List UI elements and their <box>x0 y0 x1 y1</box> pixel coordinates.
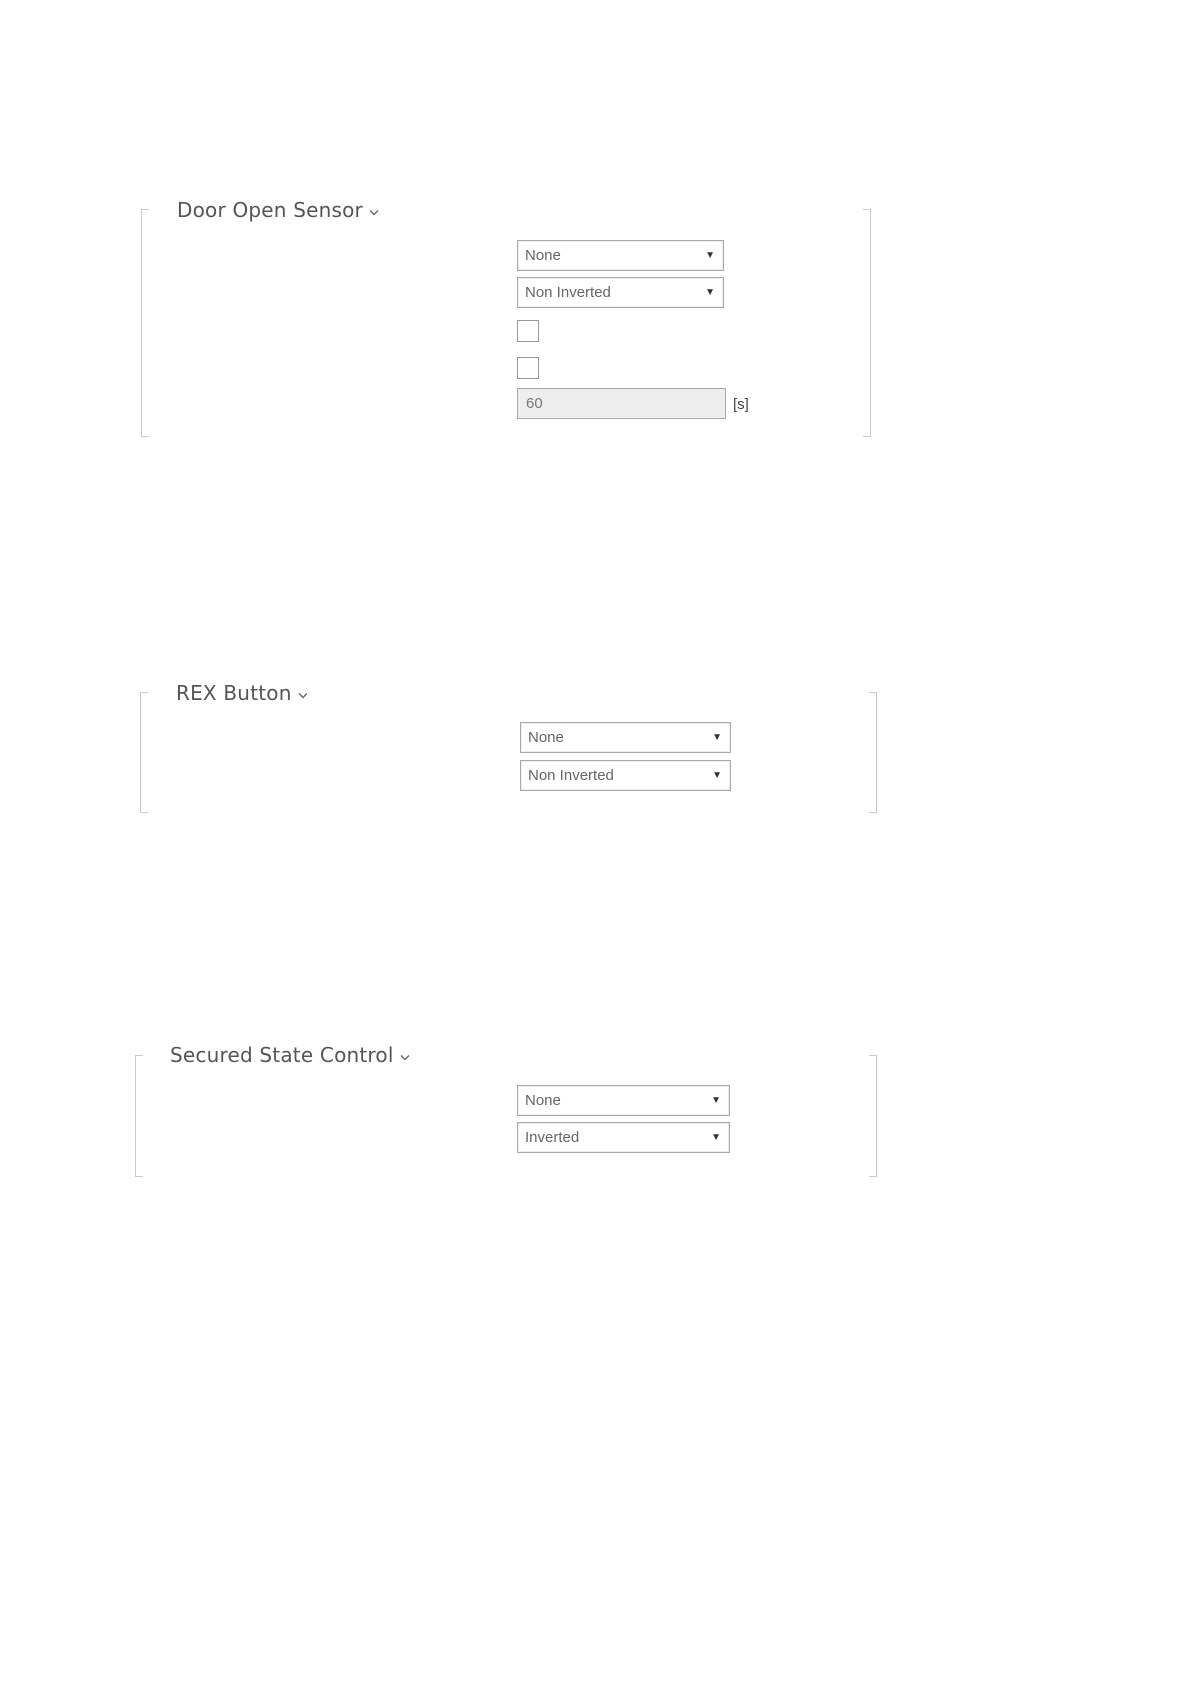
max-door-open-time-value: 60 <box>526 395 543 412</box>
chevron-down-icon <box>298 680 308 704</box>
input-mode-select[interactable] <box>517 277 724 308</box>
assigned-input-select[interactable] <box>520 722 731 753</box>
section-title-text: Door Open Sensor <box>177 198 363 222</box>
section-bracket-left <box>140 692 148 813</box>
section-bracket-left <box>135 1055 143 1177</box>
input-mode-value: Non Inverted <box>525 284 611 301</box>
door-open-sensor-title[interactable] <box>177 198 379 224</box>
door-open-too-long-checkbox[interactable] <box>517 357 539 379</box>
section-bracket-right <box>869 692 877 813</box>
assigned-input-select[interactable] <box>517 240 724 271</box>
section-bracket-left <box>141 209 149 437</box>
dropdown-caret-icon: ▼ <box>712 732 722 743</box>
assigned-input-value: None <box>525 1092 561 1109</box>
dropdown-caret-icon: ▼ <box>705 287 715 298</box>
unauthorised-door-open-checkbox[interactable] <box>517 320 539 342</box>
dropdown-caret-icon: ▼ <box>705 250 715 261</box>
input-mode-value: Inverted <box>525 1129 580 1146</box>
input-mode-select[interactable] <box>517 1122 730 1153</box>
seconds-unit-label: [s] <box>733 396 749 413</box>
dropdown-caret-icon: ▼ <box>711 1095 721 1106</box>
input-mode-value: Non Inverted <box>528 767 614 784</box>
chevron-down-icon <box>369 197 379 221</box>
assigned-input-value: None <box>525 247 561 264</box>
assigned-input-select[interactable] <box>517 1085 730 1116</box>
dropdown-caret-icon: ▼ <box>712 770 722 781</box>
assigned-input-value: None <box>528 729 564 746</box>
input-mode-select[interactable] <box>520 760 731 791</box>
section-title-text: Secured State Control <box>170 1043 394 1067</box>
section-bracket-right <box>869 1055 877 1177</box>
section-title-text: REX Button <box>176 681 292 705</box>
chevron-down-icon <box>400 1042 410 1066</box>
section-bracket-right <box>863 209 871 437</box>
secured-state-control-title[interactable] <box>170 1043 410 1069</box>
max-door-open-time-input[interactable] <box>517 388 726 419</box>
dropdown-caret-icon: ▼ <box>711 1132 721 1143</box>
rex-button-title[interactable] <box>176 681 308 707</box>
